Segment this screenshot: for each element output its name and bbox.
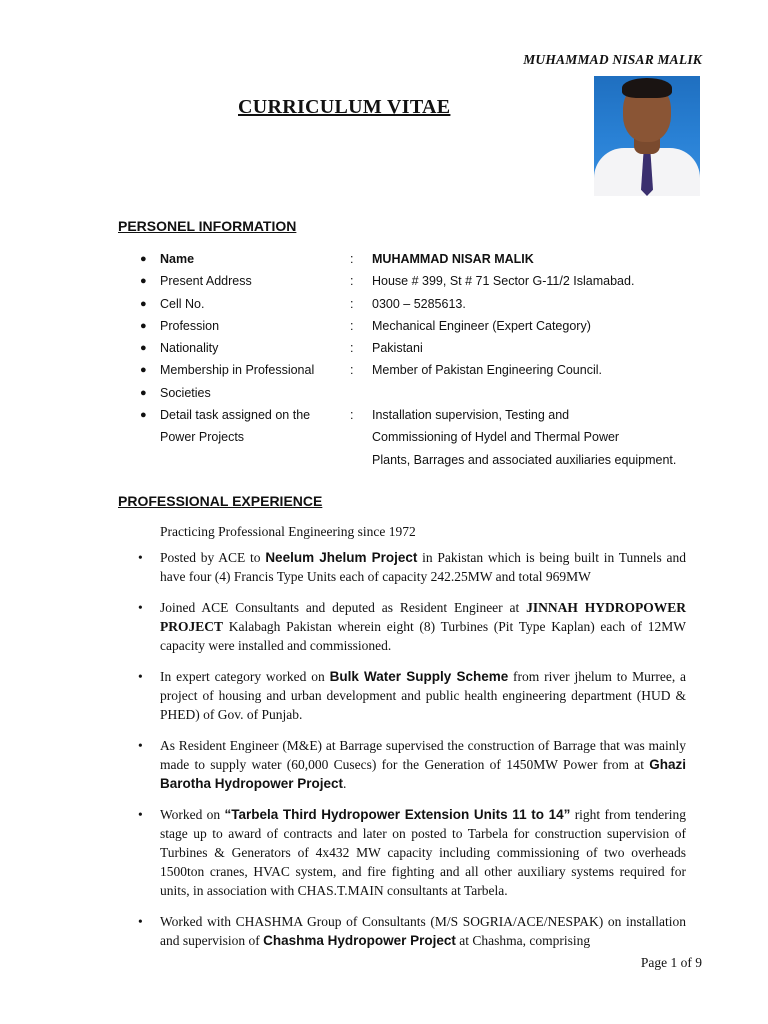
info-colon: : [350, 341, 354, 356]
experience-item [138, 598, 686, 655]
info-label: Present Address [160, 274, 252, 289]
item-text: In expert category worked on [160, 669, 330, 684]
project-name: Bulk Water Supply Scheme [329, 669, 509, 684]
bullet-icon: • [138, 550, 143, 565]
info-row-profession [0, 315, 768, 337]
bullet-icon: ● [140, 275, 147, 288]
info-row-address [0, 270, 768, 292]
info-label: Detail task assigned on the [160, 408, 311, 423]
info-label: Nationality [160, 341, 219, 356]
bullet-icon: ● [140, 364, 147, 377]
info-label: Power Projects [160, 430, 245, 445]
bullet-icon: • [138, 807, 143, 822]
info-row-cell [0, 293, 768, 315]
info-row-name [0, 248, 768, 270]
info-colon: : [350, 296, 354, 311]
info-colon: : [350, 408, 354, 423]
section-heading-experience: PROFESSIONAL EXPERIENCE [118, 493, 323, 509]
bullet-icon: ● [140, 297, 147, 310]
item-text: Joined ACE Consultants and deputed as Resident Engineer at [160, 600, 527, 615]
bullet-icon: ● [140, 319, 147, 332]
project-name: Neelum Jhelum Project [265, 550, 418, 565]
info-value: Mechanical Engineer (Expert Category) [372, 318, 591, 333]
info-value: Plants, Barrages and associated auxiliaries equipment. [372, 452, 677, 467]
info-colon: : [350, 363, 354, 378]
item-text: Worked with CHASHMA Group of Consultants (M/S SOGRIA/ACE/NESPAK) on installation and supervision of [160, 914, 686, 948]
page-title: CURRICULUM VITAE [238, 96, 451, 118]
info-value: House # 399, St # 71 Sector G-11/2 Islamabad. [372, 274, 635, 289]
item-text: in Pakistan which is being built in Tunnels and have four (4) Francis Type Units each of capacity 242.25MW and total 969MW [160, 550, 686, 584]
info-label: Membership in Professional [160, 363, 315, 378]
info-colon: : [350, 318, 354, 333]
item-text: at Chashma, comprising [455, 933, 591, 948]
info-row-detail-task-cont [0, 426, 768, 448]
bullet-icon: ● [140, 386, 147, 399]
experience-item [138, 667, 687, 724]
bullet-icon: • [138, 738, 143, 753]
page-number: Page 1 of 9 [640, 955, 702, 970]
profile-photo [594, 76, 700, 196]
item-text: . [343, 776, 347, 791]
info-value: Member of Pakistan Engineering Council. [372, 363, 602, 378]
info-row-nationality [0, 337, 768, 359]
info-value: Installation supervision, Testing and [372, 408, 570, 423]
info-label: Societies [160, 385, 211, 400]
info-label: Cell No. [160, 296, 205, 311]
experience-item [138, 805, 686, 900]
project-name: Chashma Hydropower Project [263, 933, 456, 948]
item-text: As Resident Engineer (M&E) at Barrage supervised the construction of Barrage that was mainly made to supply water (60,000 Cusecs) for the Generation of 1450MW Power from at [160, 738, 686, 772]
info-colon: : [350, 274, 354, 289]
item-text: from river jhelum to Murree, a project of housing and urban development and public health engineering department (HUD & PHED) of Gov. of Punjab. [160, 669, 687, 722]
personal-info-list [0, 248, 768, 471]
experience-item [138, 912, 686, 950]
experience-item [138, 736, 686, 793]
bullet-icon: • [138, 914, 143, 929]
project-name: Ghazi Barotha Hydropower Project [160, 757, 686, 791]
bullet-icon: ● [140, 409, 147, 422]
bullet-icon: • [138, 669, 143, 684]
info-row-detail-task-cont2 [0, 449, 768, 471]
info-row-membership [0, 359, 768, 381]
info-value: MUHAMMAD NISAR MALIK [372, 252, 534, 266]
info-value: Commissioning of Hydel and Thermal Power [372, 430, 620, 445]
info-label: Profession [160, 318, 220, 333]
experience-list [0, 548, 768, 962]
experience-item [138, 548, 686, 586]
bullet-icon: ● [140, 253, 147, 265]
section-heading-personal: PERSONEL INFORMATION [118, 218, 297, 234]
item-text: Kalabagh Pakistan wherein eight (8) Turbines (Pit Type Kaplan) each of 12MW capacity were installed and commissioned. [160, 619, 686, 653]
item-text: Posted by ACE to [160, 550, 266, 565]
bullet-icon: ● [140, 342, 147, 355]
bullet-icon: • [138, 600, 143, 615]
project-name: JINNAH HYDROPOWER PROJECT [160, 600, 686, 634]
info-label: Name [160, 252, 195, 266]
info-value: Pakistani [372, 341, 423, 356]
experience-intro: Practicing Professional Engineering since 1972 [160, 524, 416, 539]
info-row-societies [0, 382, 768, 404]
item-text: right from tendering stage up to award of contracts and later on posted to Tarbela for construction supervision of Turbines & Generators of 4x432 MW capacity including commissioning of two overheads 1500ton cranes, HVAC system, and fire fighting and all other auxiliary systems required for units, in association with CHAS.T.MAIN consultants at Tarbela. [160, 807, 686, 898]
project-name: “Tarbela Third Hydropower Extension Units 11 to 14” [224, 807, 571, 822]
info-value: 0300 – 5285613. [372, 296, 466, 311]
header-name: MUHAMMAD NISAR MALIK [523, 52, 702, 67]
info-colon: : [350, 252, 354, 266]
item-text: Worked on [160, 807, 225, 822]
info-row-detail-task [0, 404, 768, 426]
